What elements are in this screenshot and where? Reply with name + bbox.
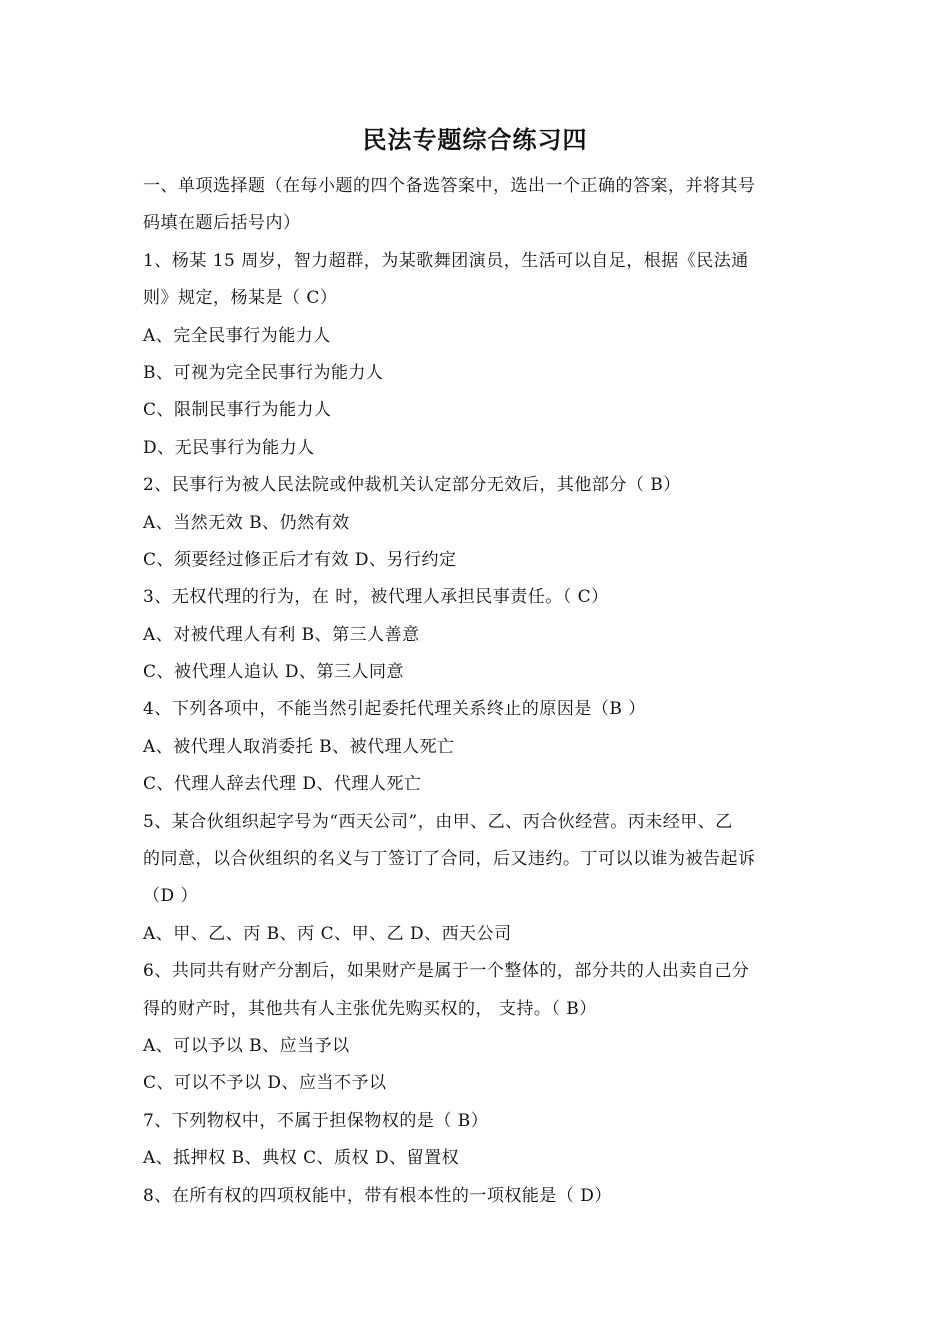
question-5-continued: 的同意，以合伙组织的名义与丁签订了合同，后又违约。丁可以以谁为被告起诉 [143, 849, 756, 870]
question-3-options-ab: A、对被代理人有利 B、第三人善意 [143, 624, 420, 645]
question-2-options-ab: A、当然无效 B、仍然有效 [143, 512, 350, 533]
document-title: 民法专题综合练习四 [362, 126, 588, 154]
question-6-options-ab: A、可以予以 B、应当予以 [143, 1035, 350, 1056]
question-8: 8、在所有权的四项权能中，带有根本性的一项权能是（ D） [143, 1185, 612, 1206]
document-body [143, 168, 815, 1215]
question-7-options: A、抵押权 B、典权 C、质权 D、留置权 [143, 1148, 460, 1169]
question-1-option-c: C、限制民事行为能力人 [143, 400, 332, 421]
question-1-option-a: A、完全民事行为能力人 [143, 325, 331, 346]
question-7: 7、下列物权中，不属于担保物权的是（ B） [143, 1110, 489, 1131]
question-5: 5、某合伙组织起字号为“西天公司”，由甲、乙、丙合伙经营。丙未经甲、乙 [143, 811, 733, 832]
question-4: 4、下列各项中，不能当然引起委托代理关系终止的原因是（B ） [143, 699, 646, 720]
question-4-options-ab: A、被代理人取消委托 B、被代理人死亡 [143, 736, 455, 757]
question-5-answer: （D ） [143, 886, 199, 907]
question-3-options-cd: C、被代理人追认 D、第三人同意 [143, 662, 405, 683]
question-6-options-cd: C、可以不予以 D、应当不予以 [143, 1073, 387, 1094]
question-3: 3、无权代理的行为，在 时，被代理人承担民事责任。（ C） [143, 587, 609, 608]
question-2: 2、民事行为被人民法院或仲裁机关认定部分无效后，其他部分（ B） [143, 475, 681, 496]
section-heading-continued: 码填在题后括号内） [143, 213, 301, 234]
question-1-continued: 则》规定，杨某是（ C） [143, 288, 338, 309]
question-5-options: A、甲、乙、丙 B、丙 C、甲、乙 D、西天公司 [143, 923, 512, 944]
question-6-continued: 得的财产时，其他共有人主张优先购买权的， 支持。（ B） [143, 998, 597, 1019]
question-2-options-cd: C、须要经过修正后才有效 D、另行约定 [143, 549, 457, 570]
question-1-option-d: D、无民事行为能力人 [143, 437, 315, 458]
question-6: 6、共同共有财产分割后，如果财产是属于一个整体的，部分共的人出卖自己分 [143, 961, 750, 982]
section-heading: 一、单项选择题（在每小题的四个备选答案中，选出一个正确的答案，并将其号 [143, 176, 756, 196]
question-1: 1、杨某 15 周岁，智力超群，为某歌舞团演员，生活可以自足，根据《民法通 [143, 250, 749, 271]
question-1-option-b: B、可视为完全民事行为能力人 [143, 362, 384, 383]
question-4-options-cd: C、代理人辞去代理 D、代理人死亡 [143, 774, 422, 795]
